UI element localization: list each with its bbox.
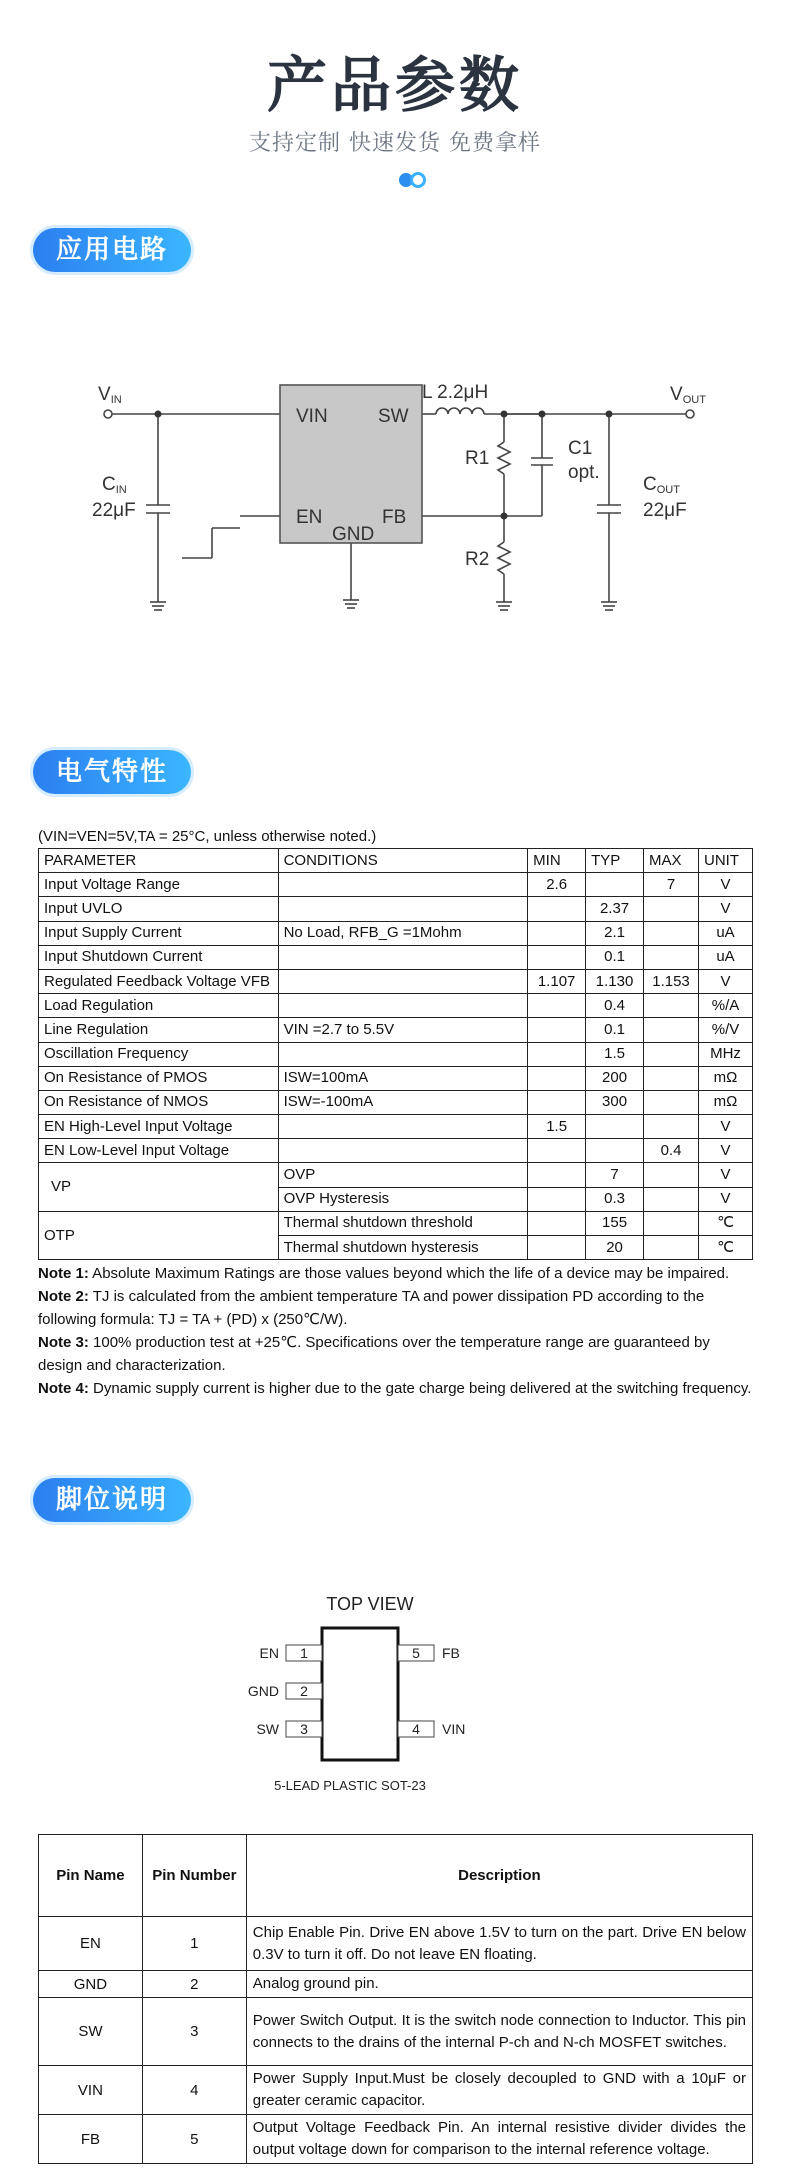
cell-pin-description: Chip Enable Pin. Drive EN above 1.5V to turn on the part. Drive EN below 0.3V to turn it off. Do not leave EN floating. xyxy=(246,1917,752,1971)
table-row xyxy=(39,1066,753,1090)
cell-unit: ℃ xyxy=(698,1211,752,1235)
page-title: 产品参数 xyxy=(267,51,523,121)
cell-min xyxy=(528,1090,586,1114)
cell-parameter: Input Shutdown Current xyxy=(39,945,279,969)
cell-typ: 200 xyxy=(586,1066,644,1090)
cell-unit: V xyxy=(698,1163,752,1187)
cin-label-sub: IN xyxy=(115,484,127,496)
cell-unit: ℃ xyxy=(698,1236,752,1260)
cell-unit: uA xyxy=(698,921,752,945)
cell-conditions: VIN =2.7 to 5.5V xyxy=(278,1018,528,1042)
ic-pin-sw: SW xyxy=(378,406,409,427)
pkg-pin-5: 5 xyxy=(412,1645,420,1661)
cout-label-sub: OUT xyxy=(656,484,680,496)
cell-typ: 1.5 xyxy=(586,1042,644,1066)
cell-min xyxy=(528,1236,586,1260)
cell-unit: V xyxy=(698,1187,752,1211)
cell-min xyxy=(528,1163,586,1187)
cell-unit: V xyxy=(698,969,752,993)
package-top-view-diagram xyxy=(240,1586,500,1806)
note-1: Note 1: Absolute Maximum Ratings are those values beyond which the life of a device may be impaired. xyxy=(38,1265,730,1282)
cell-pin-name: FB xyxy=(39,2115,143,2164)
vout-label: V xyxy=(670,384,683,405)
test-conditions: (VIN=VEN=5V,TA = 25°C, unless otherwise noted.) xyxy=(38,828,377,845)
cell-min xyxy=(528,897,586,921)
cell-conditions xyxy=(278,1115,528,1139)
cell-typ xyxy=(586,1139,644,1163)
pkg-pin-en: EN xyxy=(259,1645,279,1661)
inductor-label: L 2.2μH xyxy=(422,382,489,403)
table-row xyxy=(39,945,753,969)
cell-min xyxy=(528,1042,586,1066)
cell-typ: 7 xyxy=(586,1163,644,1187)
cin-label: C xyxy=(102,474,116,495)
cell-pin-name: VIN xyxy=(39,2066,143,2115)
note-2: Note 2: TJ is calculated from the ambient temperature TA and power dissipation PD according to the following formula: TJ = TA + (PD) x (250℃/W). xyxy=(38,1288,705,1328)
cell-max: 0.4 xyxy=(644,1139,699,1163)
table-row xyxy=(39,994,753,1018)
header-parameter: PARAMETER xyxy=(39,849,279,873)
cell-max xyxy=(644,1236,699,1260)
note-4: Note 4: Dynamic supply current is higher due to the gate charge being delivered at the switching frequency. xyxy=(38,1380,752,1397)
cell-unit: %/V xyxy=(698,1018,752,1042)
cell-conditions: OVP Hysteresis xyxy=(278,1187,528,1211)
cell-min: 2.6 xyxy=(528,873,586,897)
vin-label: V xyxy=(98,384,111,405)
cell-max xyxy=(644,1211,699,1235)
svg-text:CIN xyxy=(102,474,127,496)
cell-typ: 2.37 xyxy=(586,897,644,921)
cell-parameter: EN Low-Level Input Voltage xyxy=(39,1139,279,1163)
pkg-pin-gnd: GND xyxy=(247,1683,279,1699)
cell-max: 7 xyxy=(644,873,699,897)
cell-unit: MHz xyxy=(698,1042,752,1066)
cell-typ: 2.1 xyxy=(586,921,644,945)
cell-pin-number: 3 xyxy=(142,1998,246,2066)
pin-description-table xyxy=(38,1834,753,2164)
section-title-circuit: 应用电路 xyxy=(33,228,191,272)
cell-min: 1.107 xyxy=(528,969,586,993)
pin-row xyxy=(39,2066,753,2115)
top-view-label: TOP VIEW xyxy=(326,1594,414,1614)
cell-conditions: Thermal shutdown hysteresis xyxy=(278,1236,528,1260)
pin-row xyxy=(39,1998,753,2066)
cell-parameter: Input Voltage Range xyxy=(39,873,279,897)
cell-conditions xyxy=(278,873,528,897)
cell-min xyxy=(528,1211,586,1235)
svg-text:VIN xyxy=(98,384,122,406)
cell-typ xyxy=(586,1115,644,1139)
notes-block xyxy=(38,1262,753,1400)
cell-typ: 0.1 xyxy=(586,945,644,969)
cell-parameter: EN High-Level Input Voltage xyxy=(39,1115,279,1139)
cell-pin-number: 2 xyxy=(142,1971,246,1998)
cell-max xyxy=(644,1018,699,1042)
table-row xyxy=(39,873,753,897)
cell-conditions xyxy=(278,945,528,969)
pkg-pin-sw: SW xyxy=(256,1721,279,1737)
section-title-pins: 脚位说明 xyxy=(33,1478,191,1522)
cell-min xyxy=(528,1066,586,1090)
c1-note: opt. xyxy=(568,462,600,483)
cell-max: 1.153 xyxy=(644,969,699,993)
cell-min xyxy=(528,1139,586,1163)
cell-parameter: Oscillation Frequency xyxy=(39,1042,279,1066)
cell-pin-description: Output Voltage Feedback Pin. An internal resistive divider divides the output voltage down for comparison to the internal reference voltage. xyxy=(246,2115,752,2164)
table-row xyxy=(39,1090,753,1114)
header-description: Description xyxy=(246,1835,752,1917)
cell-parameter: Regulated Feedback Voltage VFB xyxy=(39,969,279,993)
cell-typ: 300 xyxy=(586,1090,644,1114)
cell-typ: 0.1 xyxy=(586,1018,644,1042)
cell-conditions xyxy=(278,1042,528,1066)
cell-conditions xyxy=(278,969,528,993)
cell-min xyxy=(528,921,586,945)
table-row xyxy=(39,897,753,921)
pkg-pin-3: 3 xyxy=(300,1721,308,1737)
pin-row xyxy=(39,2115,753,2164)
r2-label: R2 xyxy=(465,549,490,570)
cell-parameter: Input Supply Current xyxy=(39,921,279,945)
cell-typ: 0.3 xyxy=(586,1187,644,1211)
cell-pin-description: Power Switch Output. It is the switch node connection to Inductor. This pin connects to the drains of the internal P-ch and N-ch MOSFET switches. xyxy=(246,1998,752,2066)
cell-pin-description: Power Supply Input.Must be closely decoupled to GND with a 10μF or greater ceramic capacitor. xyxy=(246,2066,752,2115)
cell-typ: 20 xyxy=(586,1236,644,1260)
cell-typ xyxy=(586,873,644,897)
table-header-row xyxy=(39,1835,753,1917)
cell-unit: V xyxy=(698,1139,752,1163)
cell-max xyxy=(644,994,699,1018)
table-row xyxy=(39,969,753,993)
vout-label-sub: OUT xyxy=(682,394,706,406)
cell-pin-number: 5 xyxy=(142,2115,246,2164)
cell-max xyxy=(644,1187,699,1211)
cell-max xyxy=(644,1163,699,1187)
cell-max xyxy=(644,897,699,921)
table-row xyxy=(39,1163,753,1187)
header-pin-number: Pin Number xyxy=(142,1835,246,1917)
cell-min xyxy=(528,1187,586,1211)
table-row xyxy=(39,921,753,945)
pkg-pin-2: 2 xyxy=(300,1683,308,1699)
section-title-electrical: 电气特性 xyxy=(33,750,191,794)
cell-pin-name: EN xyxy=(39,1917,143,1971)
cell-parameter: Input UVLO xyxy=(39,897,279,921)
ic-pin-fb: FB xyxy=(382,507,407,528)
electrical-characteristics-table xyxy=(38,848,753,1260)
c1-label: C1 xyxy=(568,438,593,459)
cout-value: 22μF xyxy=(643,500,687,521)
cell-conditions: ISW=100mA xyxy=(278,1066,528,1090)
svg-text:COUT xyxy=(643,474,680,496)
header-typ: TYP xyxy=(586,849,644,873)
page-header xyxy=(0,0,790,200)
cell-parameter: OTP xyxy=(39,1211,279,1259)
decorative-dots-icon xyxy=(398,172,432,188)
cin-value: 22μF xyxy=(92,500,136,521)
cell-unit: V xyxy=(698,1115,752,1139)
pin-row xyxy=(39,1971,753,1998)
table-row xyxy=(39,1042,753,1066)
cell-unit: mΩ xyxy=(698,1090,752,1114)
cell-min xyxy=(528,994,586,1018)
ic-pin-vin: VIN xyxy=(296,406,328,427)
table-row xyxy=(39,1139,753,1163)
cell-conditions: Thermal shutdown threshold xyxy=(278,1211,528,1235)
cell-conditions xyxy=(278,897,528,921)
header-conditions: CONDITIONS xyxy=(278,849,528,873)
table-row xyxy=(39,1018,753,1042)
cell-pin-name: GND xyxy=(39,1971,143,1998)
table-row xyxy=(39,1115,753,1139)
cell-typ: 155 xyxy=(586,1211,644,1235)
header-max: MAX xyxy=(644,849,699,873)
svg-text:VOUT xyxy=(670,384,706,406)
cell-unit: mΩ xyxy=(698,1066,752,1090)
application-circuit-diagram xyxy=(90,360,730,640)
header-unit: UNIT xyxy=(698,849,752,873)
cell-conditions: ISW=-100mA xyxy=(278,1090,528,1114)
table-row xyxy=(39,1211,753,1235)
vin-label-sub: IN xyxy=(110,394,122,406)
cell-conditions: OVP xyxy=(278,1163,528,1187)
pkg-pin-4: 4 xyxy=(412,1721,420,1737)
page-subtitle: 支持定制 快速发货 免费拿样 xyxy=(249,131,541,156)
cell-conditions xyxy=(278,994,528,1018)
cell-unit: %/A xyxy=(698,994,752,1018)
cell-max xyxy=(644,1090,699,1114)
cell-conditions xyxy=(278,1139,528,1163)
cell-parameter: On Resistance of NMOS xyxy=(39,1090,279,1114)
table-header-row xyxy=(39,849,753,873)
cell-unit: V xyxy=(698,897,752,921)
cell-max xyxy=(644,1115,699,1139)
cell-min: 1.5 xyxy=(528,1115,586,1139)
cell-parameter: On Resistance of PMOS xyxy=(39,1066,279,1090)
header-pin-name: Pin Name xyxy=(39,1835,143,1917)
cell-typ: 0.4 xyxy=(586,994,644,1018)
cell-parameter: Load Regulation xyxy=(39,994,279,1018)
cell-max xyxy=(644,945,699,969)
header-min: MIN xyxy=(528,849,586,873)
cell-typ: 1.130 xyxy=(586,969,644,993)
cell-max xyxy=(644,1066,699,1090)
ic-pin-en: EN xyxy=(296,507,323,528)
ic-pin-gnd: GND xyxy=(332,524,375,545)
pkg-pin-fb: FB xyxy=(442,1645,460,1661)
cell-min xyxy=(528,945,586,969)
cell-parameter: Line Regulation xyxy=(39,1018,279,1042)
pkg-pin-vin: VIN xyxy=(442,1721,466,1737)
cell-unit: uA xyxy=(698,945,752,969)
cout-label: C xyxy=(643,474,657,495)
cell-pin-description: Analog ground pin. xyxy=(246,1971,752,1998)
note-3: Note 3: 100% production test at +25℃. Specifications over the temperature range are guaranteed by design and characterization. xyxy=(38,1334,710,1374)
cell-max xyxy=(644,1042,699,1066)
cell-conditions: No Load, RFB_G =1Mohm xyxy=(278,921,528,945)
cell-pin-name: SW xyxy=(39,1998,143,2066)
cell-pin-number: 1 xyxy=(142,1917,246,1971)
pin-row xyxy=(39,1917,753,1971)
cell-min xyxy=(528,1018,586,1042)
cell-parameter: VP xyxy=(39,1163,279,1211)
cell-pin-number: 4 xyxy=(142,2066,246,2115)
cell-unit: V xyxy=(698,873,752,897)
cell-max xyxy=(644,921,699,945)
r1-label: R1 xyxy=(465,448,490,469)
pkg-pin-1: 1 xyxy=(300,1645,308,1661)
package-caption: 5-LEAD PLASTIC SOT-23 xyxy=(274,1778,426,1793)
